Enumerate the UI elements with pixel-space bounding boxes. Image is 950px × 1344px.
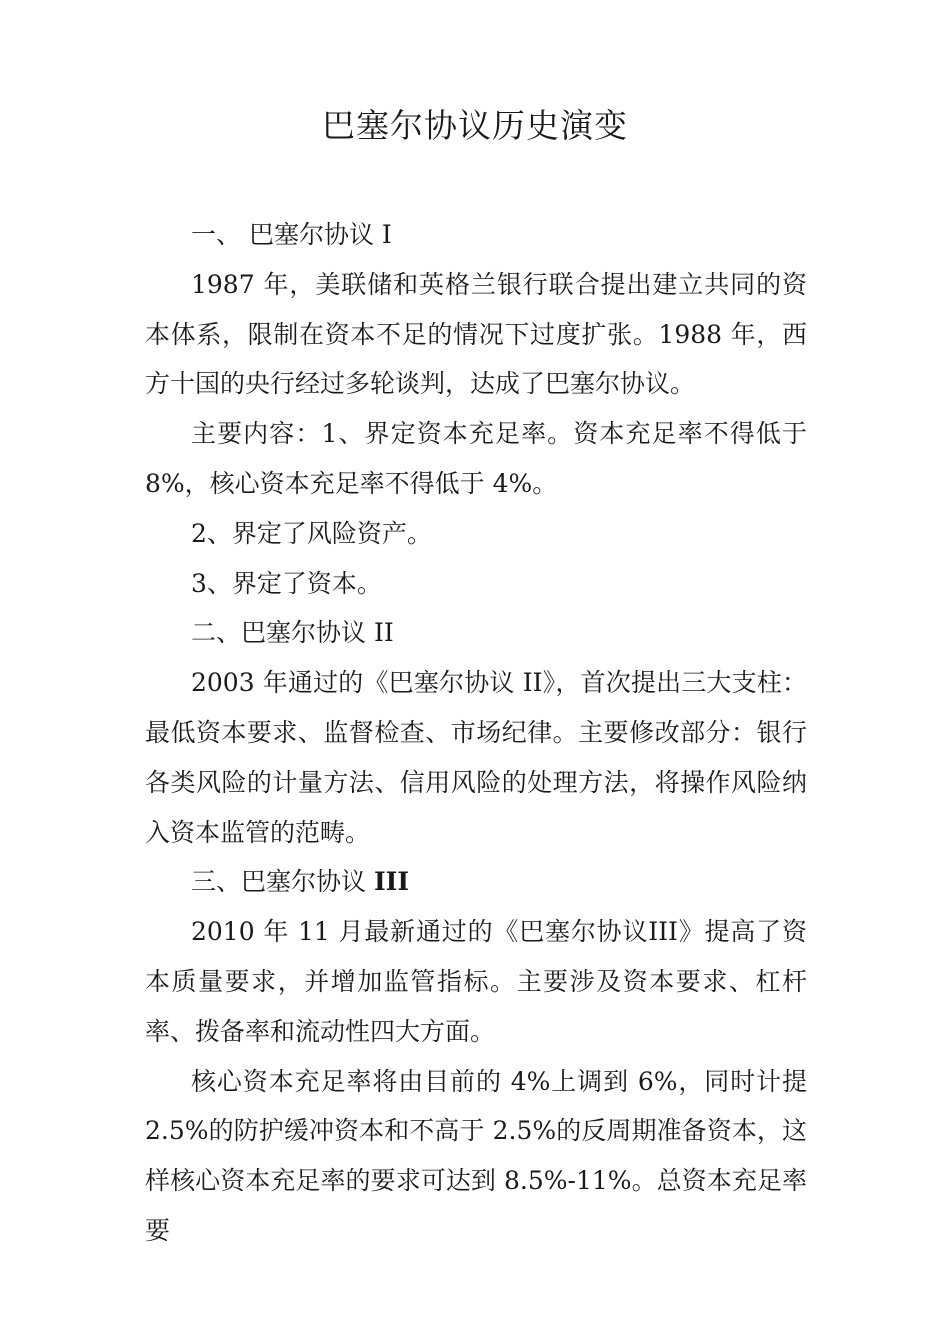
paragraph-basel-1-risk-assets: 2、界定了风险资产。	[191, 518, 432, 548]
section-heading-basel-3-numeral: III	[373, 867, 410, 897]
section-heading-basel-1: 一、 巴塞尔协议 I	[191, 220, 392, 249]
document-title: 巴塞尔协议历史演变	[322, 106, 628, 145]
section-heading-basel-3-text: 三、巴塞尔协议	[191, 867, 367, 897]
paragraph-basel-1-content: 主要内容：1、界定资本充足率。资本充足率不得低于 8%，核心资本充足率不得低于 4%。	[145, 419, 807, 498]
document-body	[145, 210, 807, 1256]
paragraph-basel-3-capital-ratio: 核心资本充足率将由目前的 4%上调到 6%，同时计提 2.5%的防护缓冲资本和不高于 2.5%的反周期准备资本，这样核心资本充足率的要求可达到 8.5%-11%。总资本充足率要	[145, 1066, 807, 1245]
section-heading-basel-3	[145, 857, 807, 907]
paragraph-basel-1-capital: 3、界定了资本。	[191, 568, 382, 598]
paragraph-basel-2-pillars: 2003 年通过的《巴塞尔协议 II》，首次提出三大支柱：最低资本要求、监督检查、市场纪律。主要修改部分：银行各类风险的计量方法、信用风险的处理方法，将操作风险纳入资本监管的范畴。	[145, 668, 807, 847]
paragraph-basel-1-history: 1987 年，美联储和英格兰银行联合提出建立共同的资本体系，限制在资本不足的情况下过度扩张。1988 年，西方十国的央行经过多轮谈判，达成了巴塞尔协议。	[145, 269, 807, 399]
section-heading-basel-2: 二、巴塞尔协议 II	[191, 618, 394, 648]
paragraph-basel-3-overview: 2010 年 11 月最新通过的《巴塞尔协议III》提高了资本质量要求，并增加监管指标。主要涉及资本要求、杠杆率、拨备率和流动性四大方面。	[145, 917, 807, 1046]
